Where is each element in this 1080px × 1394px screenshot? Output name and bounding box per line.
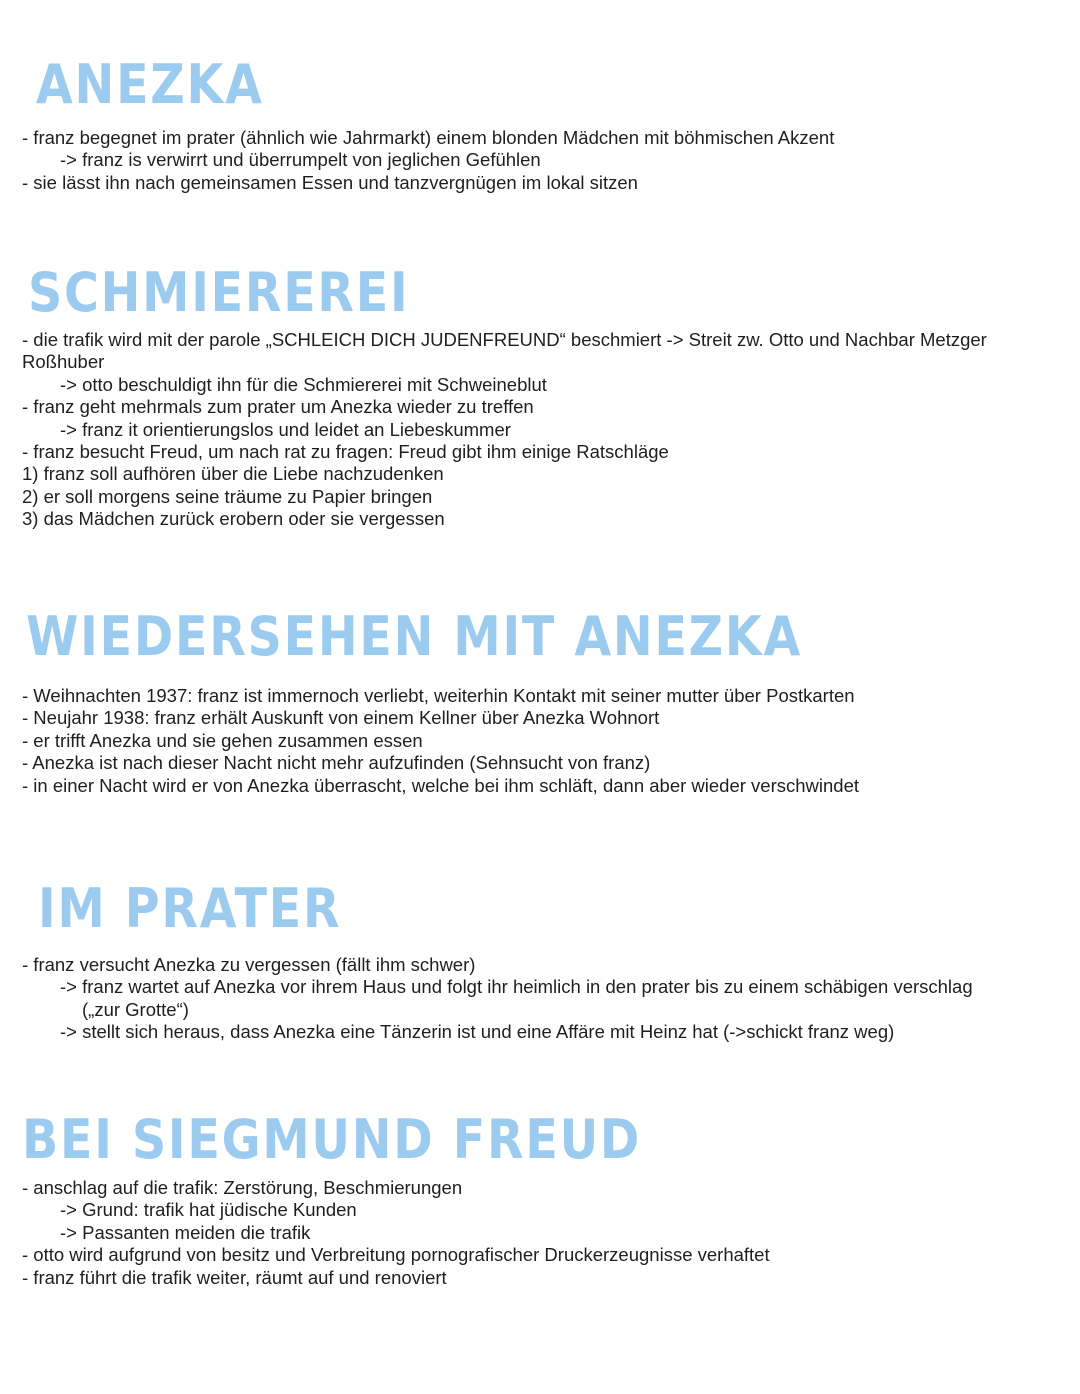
note-line: - otto wird aufgrund von besitz und Verbreitung pornografischer Druckerzeugnisse verhaftet [22,1244,770,1266]
section-heading: BEI SIEGMUND FREUD [22,1108,642,1171]
note-line: -> otto beschuldigt ihn für die Schmiererei mit Schweineblut [60,373,547,395]
note-line: 3) das Mädchen zurück erobern oder sie vergessen [22,508,445,530]
note-line: - sie lässt ihn nach gemeinsamen Essen und tanzvergnügen im lokal sitzen [22,171,638,193]
section-notes [22,1177,1052,1289]
section-heading: IM PRATER [38,877,342,940]
note-line: („zur Grotte“) [82,998,189,1020]
note-line: - franz besucht Freud, um nach rat zu fragen: Freud gibt ihm einige Ratschläge [22,441,669,463]
note-line: - in einer Nacht wird er von Anezka überrascht, welche bei ihm schläft, dann aber wieder verschwindet [22,774,860,796]
section-heading: WIEDERSEHEN MIT ANEZKA [26,605,803,668]
note-line: 2) er soll morgens seine träume zu Papier bringen [22,485,433,507]
note-line: 1) franz soll aufhören über die Liebe nachzudenken [22,463,444,485]
section-notes [22,685,1052,797]
section-heading: ANEZKA [36,53,264,116]
note-line: - franz führt die trafik weiter, räumt auf und renoviert [22,1266,447,1288]
note-line: -> stellt sich heraus, dass Anezka eine Tänzerin ist und eine Affäre mit Heinz hat (->schickt franz weg) [60,1021,895,1043]
section-notes [22,329,1052,531]
note-line: - Neujahr 1938: franz erhält Auskunft von einem Kellner über Anezka Wohnort [22,707,660,729]
note-line: - franz versucht Anezka zu vergessen (fällt ihm schwer) [22,954,476,975]
note-line: -> franz wartet auf Anezka vor ihrem Haus und folgt ihr heimlich in den prater bis zu einem schäbigen verschlag [60,976,973,998]
note-line: - die trafik wird mit der parole „SCHLEICH DICH JUDENFREUND“ beschmiert -> Streit zw. Otto und Nachbar Metzger Roßhuber [22,329,987,373]
note-line: - franz begegnet im prater (ähnlich wie Jahrmarkt) einem blonden Mädchen mit böhmischen Akzent [22,127,835,148]
note-line: - Weihnachten 1937: franz ist immernoch verliebt, weiterhin Kontakt mit seiner mutter über Postkarten [22,685,855,706]
note-line: -> Passanten meiden die trafik [60,1221,311,1243]
note-line: -> franz it orientierungslos und leidet an Liebeskummer [60,418,511,440]
section-heading: SCHMIEREREI [28,261,410,324]
note-line: -> franz is verwirrt und überrumpelt von jeglichen Gefühlen [60,149,541,171]
note-line: -> Grund: trafik hat jüdische Kunden [60,1199,357,1221]
note-line: - anschlag auf die trafik: Zerstörung, Beschmierungen [22,1177,463,1198]
section-notes [22,127,1052,194]
note-line: - Anezka ist nach dieser Nacht nicht mehr aufzufinden (Sehnsucht von franz) [22,752,651,774]
note-line: - franz geht mehrmals zum prater um Anezka wieder zu treffen [22,396,534,418]
note-line: - er trifft Anezka und sie gehen zusammen essen [22,729,423,751]
section-notes [22,954,1052,1044]
